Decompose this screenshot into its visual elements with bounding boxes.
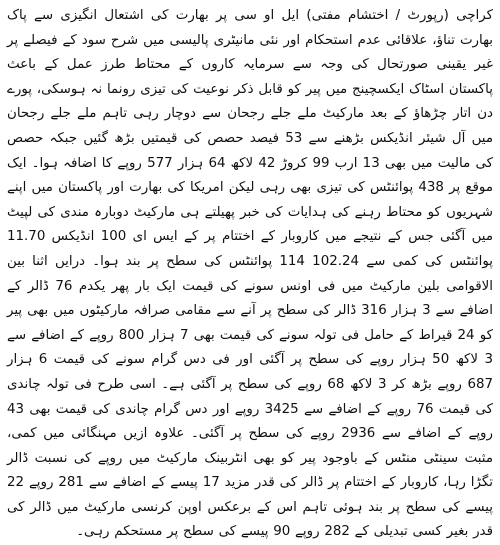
article-body-text: کراچی (رپورٹ / اختشام مفتی) ایل او سی پر بھارت کی اشتعال انگیزی سے پاک بھارت تناؤ، علاقائی عدم استحکام اور نئی مانیٹری پالیسی میں شرح سود کے فیصلے پر غیر یقینی صورتحال کی وجہ سے سرمایہ کاروں کے محتاط طرز عمل کے باعث پاکستان اسٹاک ایکسچینج میں پیر کو قابل ذکر نوعیت کی تیزی رونما نہ ہوسکی، پورے دن اتار چڑھاؤ کے بعد مارکیٹ ملے جلے رجحان سے دوچار رہی تاہم ملے جلے رجحان میں آل شیئر انڈیکس بڑھنے سے 53 فیصد حصص کی قیمتیں بڑھ گئیں جبکہ حصص کی مالیت میں بھی 13 ارب 99 کروڑ 42 لاکھ 64 ہزار 577 روپے کا اضافہ ہوا۔ ایک موقع پر 438 پوائنٹس کی تیزی بھی رہی لیکن امریکا کی بھارت اور پاکستان میں اپنے شہریوں کو محتاط رہنے کی ہدایات کی خبر پھیلتے ہی مارکیٹ دوبارہ مندی کی لپیٹ میں آگئی جس کے نتیجے میں کاروبار کے اختتام پر کے ایس ای 100 انڈیکس 11.70 پوائنٹس کی کمی سے 102.24 114 پوائنٹس کی سطح پر بند ہوا۔ درایں اثنا بین الاقوامی بلین مارکیٹ میں فی اونس سونے کی قیمت ایک بار پھر یکدم 76 ڈالر کے اضافے سے 3 ہزار 316 ڈالر کی سطح پر آنے سے مقامی صرافہ مارکیٹوں میں بھی پیر کو 24 قیراط کے حامل فی تولہ سونے کی قیمت بھی 7 ہزار 800 روپے کے اضافے سے 3 لاکھ 50 ہزار روپے کی سطح پر آگئی اور فی دس گرام سونے کی قیمت 6 ہزار 687 روپے بڑھ کر 3 لاکھ 68 روپے کی سطح پر آگئی ہے۔ اسی طرح فی تولہ چاندی کی قیمت 76 روپے کے اضافے سے 3425 روپے اور دس گرام چاندی کی قیمت بھی 43 روپے کے اضافے سے 2936 روپے کی سطح پر آگئی۔ علاوہ ازیں مہنگائی میں کمی، مثبت سینٹی منٹس کے باوجود پیر کو بھی انٹربینک مارکیٹ میں روپے کی نسبت ڈالر تگڑا رہا، کاروبار کے اختتام پر ڈالر کی قدر مزید 17 پیسے کے اضافے سے 281 روپے 22 پیسے کی سطح پر بند ہوئی تاہم اس کے برعکس اوپن کرنسی مارکیٹ میں ڈالر کی قدر بغیر کسی تبدیلی کے 282 روپے 90 پیسے کی سطح پر مستحکم رہی۔ [7,8,494,540]
